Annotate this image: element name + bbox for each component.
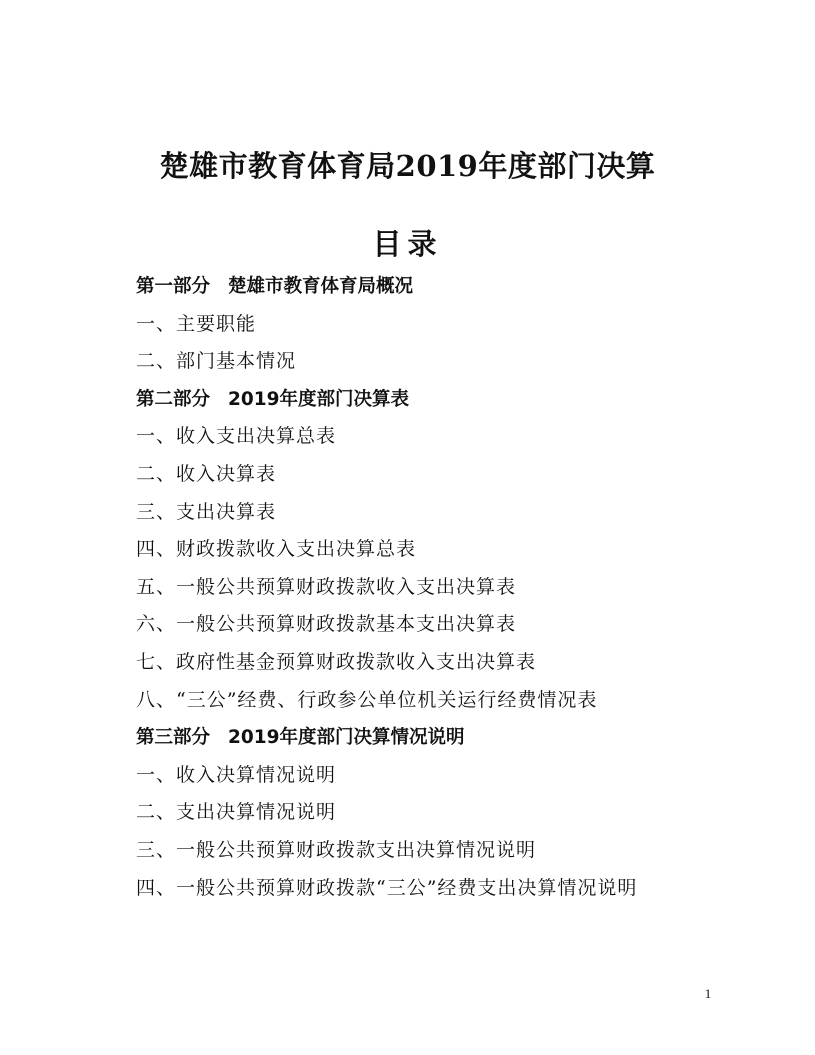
toc-part-title: 2019年度部门决算表 [228, 388, 410, 410]
toc-part-title: 2019年度部门决算情况说明 [228, 727, 465, 749]
toc-item: 二、收入决算表 [136, 462, 277, 485]
toc-part-label: 第二部分 [136, 388, 211, 410]
toc-item: 八、“三公”经费、行政参公单位机关运行经费情况表 [136, 688, 598, 711]
toc-item: 一、主要职能 [136, 312, 257, 335]
document-title: 楚雄市教育体育局2019年度部门决算 [159, 149, 656, 183]
toc-heading: 目录 [372, 227, 443, 261]
toc-part-label: 第三部分 [136, 727, 211, 749]
toc-part-3-heading [136, 719, 776, 757]
table-of-contents [136, 268, 776, 907]
toc-part-2-heading [136, 381, 776, 419]
toc-part-title: 楚雄市教育体育局概况 [228, 276, 414, 297]
toc-item: 七、政府性基金预算财政拨款收入支出决算表 [136, 650, 537, 673]
toc-item: 四、财政拨款收入支出决算总表 [136, 538, 417, 561]
toc-item: 二、部门基本情况 [136, 350, 297, 373]
page-number: 1 [704, 986, 712, 1001]
toc-item: 五、一般公共预算财政拨款收入支出决算表 [136, 575, 517, 598]
toc-item: 二、支出决算情况说明 [136, 801, 337, 824]
toc-item: 三、支出决算表 [136, 500, 277, 523]
toc-item: 六、一般公共预算财政拨款基本支出决算表 [136, 613, 517, 636]
toc-part-1-heading [136, 268, 776, 306]
toc-item: 三、一般公共预算财政拨款支出决算情况说明 [136, 838, 537, 861]
toc-item: 一、收入决算情况说明 [136, 763, 337, 786]
toc-item: 一、收入支出决算总表 [136, 425, 337, 448]
toc-part-label: 第一部分 [136, 276, 211, 297]
toc-item: 四、一般公共预算财政拨款“三公”经费支出决算情况说明 [136, 876, 638, 899]
